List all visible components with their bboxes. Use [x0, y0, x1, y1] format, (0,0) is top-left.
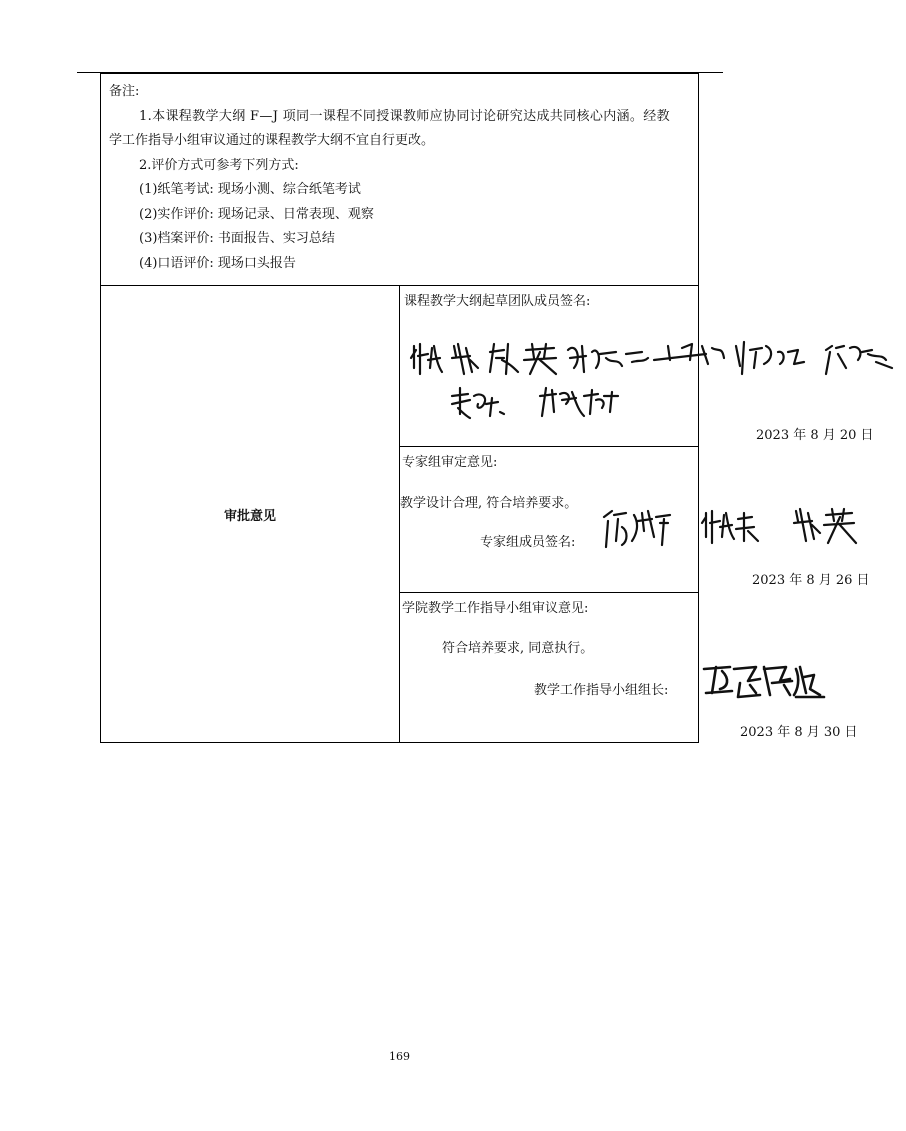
- drafting-signatures: [406, 338, 906, 427]
- drafting-date: 2023 年 8 月 20 日: [756, 428, 874, 443]
- expert-date: 2023 年 8 月 26 日: [752, 573, 870, 588]
- approval-label: 审批意见: [223, 508, 276, 524]
- notes-title: 备注:: [109, 84, 140, 99]
- college-title: 学院教学工作指导小组审议意见:: [402, 601, 589, 616]
- college-cell: [400, 593, 858, 743]
- college-sign-label: 教学工作指导小组组长:: [534, 683, 669, 698]
- approval-table: [100, 73, 874, 743]
- drafting-cell: [400, 286, 874, 447]
- approval-label-cell: [101, 286, 400, 743]
- expert-sign-label: 专家组成员签名:: [480, 535, 576, 550]
- college-leader-signature: [700, 659, 830, 709]
- expert-opinion: 教学设计合理, 符合培养要求。: [400, 496, 578, 511]
- page-number: 169: [389, 1050, 410, 1063]
- expert-title: 专家组审定意见:: [402, 455, 498, 470]
- notes-method: (2)实作评价: 现场记录、日常表现、观察: [139, 206, 374, 222]
- expert-signatures: [598, 501, 888, 565]
- notes-method: (1)纸笔考试: 现场小测、综合纸笔考试: [139, 182, 361, 197]
- notes-item2: 2.评价方式可参考下列方式:: [139, 157, 299, 173]
- drafting-title: 课程教学大纲起草团队成员签名:: [404, 294, 591, 309]
- notes-method: (4)口语评价: 现场口头报告: [139, 255, 296, 271]
- notes-method: (3)档案评价: 书面报告、实习总结: [139, 231, 335, 246]
- college-date: 2023 年 8 月 30 日: [740, 725, 858, 740]
- notes-cell: [101, 74, 699, 286]
- expert-cell: [400, 447, 870, 593]
- college-opinion: 符合培养要求, 同意执行。: [442, 641, 594, 656]
- notes-item1-line1: 1.本课程教学大纲 F—J 项同一课程不同授课教师应协同讨论研究达成共同核心内涵。经教: [139, 108, 670, 124]
- notes-item1-line2: 学工作指导小组审议通过的课程教学大纲不宜自行更改。: [109, 133, 435, 148]
